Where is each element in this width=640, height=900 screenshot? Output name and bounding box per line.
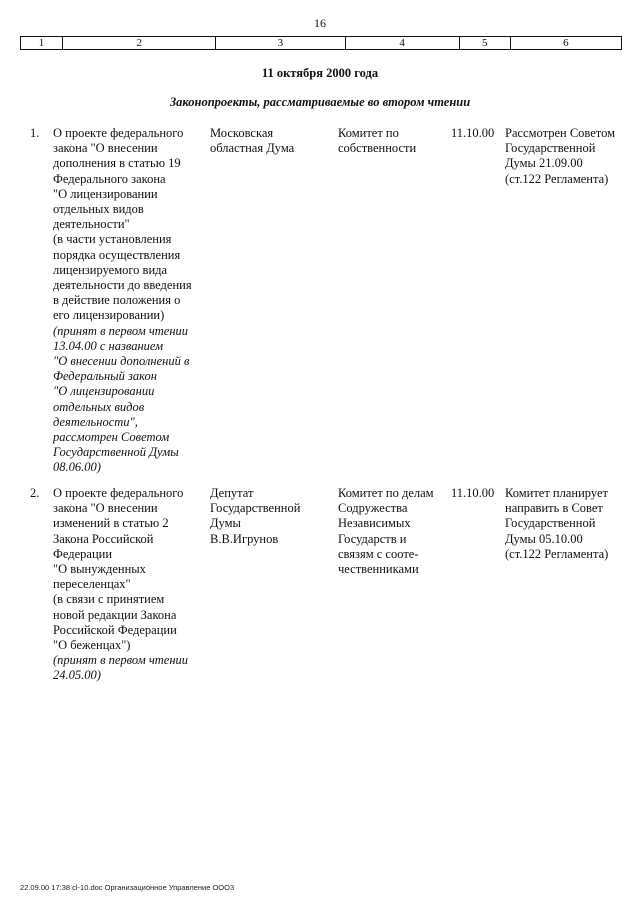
text-line: (в связи с принятием: [53, 592, 165, 607]
text-line: Федерального закона: [53, 171, 166, 186]
text-line: Думы 21.09.00: [505, 156, 583, 171]
text-line: Комитет планирует: [505, 486, 608, 500]
text-line: Государственной: [210, 501, 301, 516]
review-date: 11.10.00: [451, 126, 495, 140]
text-line: Комитет по делам: [338, 486, 434, 500]
text-line: Закона Российской: [53, 531, 154, 546]
entry-number: 2.: [30, 486, 40, 500]
text-line: рассмотрен Советом: [53, 430, 170, 445]
text-line: Содружества: [338, 501, 408, 516]
text-line: деятельности": [53, 217, 130, 232]
bill-status: [505, 126, 623, 187]
text-line: собственности: [338, 141, 417, 156]
text-line: чественниками: [338, 562, 419, 577]
text-line: Федеральный закон: [53, 369, 157, 384]
text-line: Государственной: [505, 141, 596, 156]
text-line: переселенцах": [53, 577, 131, 592]
text-line: Государственной: [505, 516, 596, 531]
text-line: деятельности",: [53, 414, 138, 429]
column-number-row: [20, 36, 622, 50]
responsible-committee: [338, 486, 450, 577]
text-line: "О лицензировании: [53, 384, 155, 399]
text-line: Думы: [210, 516, 241, 531]
text-line: деятельности до введения: [53, 278, 192, 293]
text-line: связям с сооте-: [338, 546, 419, 561]
column-number-2: 2: [63, 37, 216, 50]
text-line: Московская: [210, 126, 274, 140]
text-line: его лицензировании): [53, 308, 165, 323]
text-line: Государств и: [338, 531, 407, 546]
text-line: Рассмотрен Советом: [505, 126, 616, 140]
text-line: "О беженцах"): [53, 638, 131, 653]
text-line: (ст.122 Регламента): [505, 546, 609, 561]
column-number-6: 6: [510, 37, 621, 50]
entry-number: 1.: [30, 126, 40, 140]
text-line: Государственной Думы: [53, 445, 179, 460]
bill-author: [210, 126, 330, 156]
text-line: Федерации: [53, 546, 113, 561]
text-line: "О вынужденных: [53, 562, 146, 577]
text-line: порядка осуществления: [53, 247, 181, 262]
text-line: Думы 05.10.00: [505, 531, 583, 546]
text-line: закона "О внесении: [53, 141, 158, 156]
text-line: 13.04.00 с названием: [53, 338, 164, 353]
text-line: новой редакции Закона: [53, 607, 177, 622]
bill-title: [53, 486, 203, 684]
text-line: изменений в статью 2: [53, 516, 169, 531]
text-line: дополнения в статью 19: [53, 156, 181, 171]
text-line: в действие положения о: [53, 293, 181, 308]
text-line: Комитет по: [338, 126, 399, 140]
text-line: лицензируемого вида: [53, 262, 168, 277]
text-line: Независимых: [338, 516, 411, 531]
text-line: "О лицензировании: [53, 186, 158, 201]
text-line: Российской Федерации: [53, 622, 177, 637]
bill-author: [210, 486, 330, 547]
column-number-1: 1: [21, 37, 63, 50]
text-line: (принят в первом чтении: [53, 653, 189, 668]
text-line: 08.06.00): [53, 460, 101, 475]
text-line: "О внесении дополнений в: [53, 354, 190, 369]
document-footer: 22.09.00 17:38 cl-10.doc Организационное Управление ООО3: [20, 883, 235, 892]
text-line: отдельных видов: [53, 399, 145, 414]
text-line: (принят в первом чтении: [53, 323, 189, 338]
text-line: областная Дума: [210, 141, 295, 156]
column-number-3: 3: [216, 37, 345, 50]
bill-title: [53, 126, 203, 476]
text-line: О проекте федерального: [53, 126, 184, 140]
date-heading: 11 октября 2000 года: [261, 66, 379, 80]
text-line: О проекте федерального: [53, 486, 184, 500]
text-line: (в части установления: [53, 232, 172, 247]
text-line: закона "О внесении: [53, 501, 158, 516]
column-number-5: 5: [459, 37, 510, 50]
review-date: 11.10.00: [451, 486, 495, 500]
responsible-committee: [338, 126, 450, 156]
text-line: направить в Совет: [505, 501, 603, 516]
page-number: 16: [314, 16, 326, 30]
column-number-4: 4: [345, 37, 459, 50]
section-heading: Законопроекты, рассматриваемые во втором чтении: [169, 95, 471, 109]
bill-status: [505, 486, 623, 562]
text-line: Депутат: [210, 486, 254, 500]
text-line: отдельных видов: [53, 202, 144, 217]
text-line: 24.05.00): [53, 668, 101, 683]
text-line: В.В.Игрунов: [210, 531, 279, 546]
text-line: (ст.122 Регламента): [505, 171, 609, 186]
